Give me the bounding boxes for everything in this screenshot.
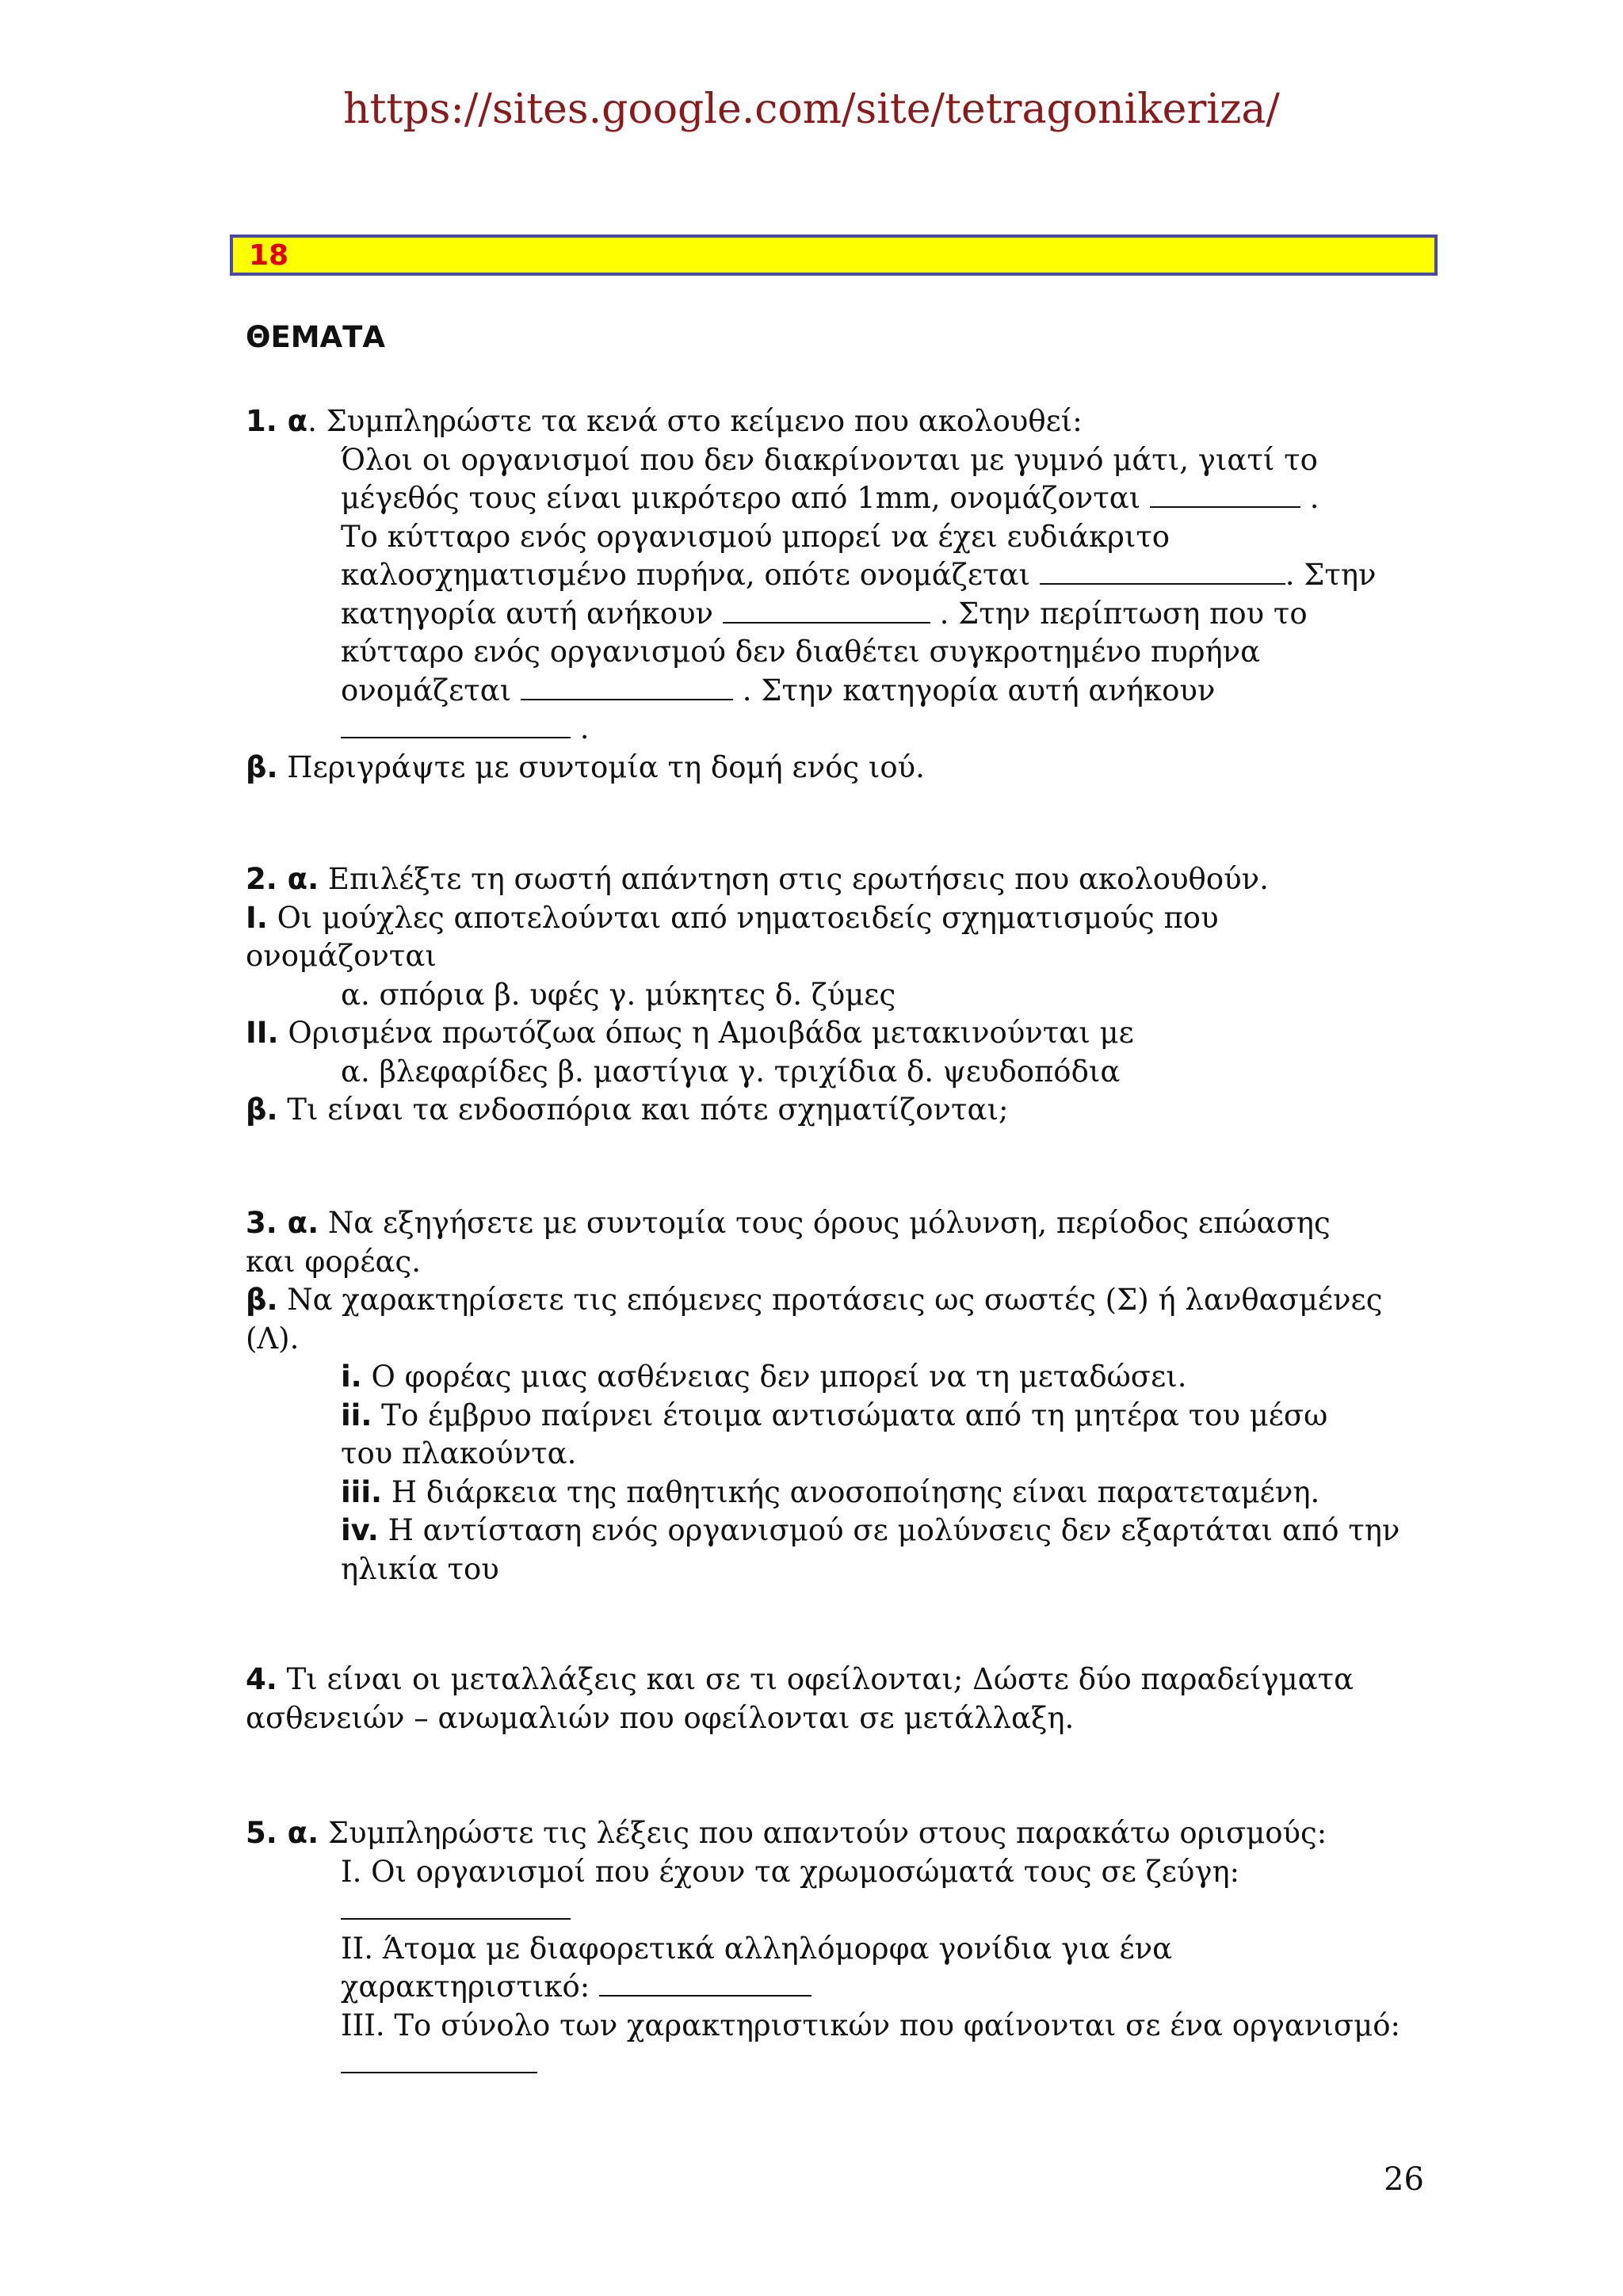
- q3b-text: (Λ).: [246, 1321, 300, 1356]
- answer-blank[interactable]: [341, 2045, 537, 2073]
- q4-text: Τι είναι οι μεταλλάξεις και σε τι οφείλονται; Δώστε δύο παραδείγματα: [277, 1662, 1354, 1696]
- q3-item-text: Το έμβρυο παίρνει έτοιμα αντισώματα από τη μητέρα του μέσω: [372, 1398, 1328, 1432]
- question-2: [246, 860, 1426, 1130]
- q5-item: ΙΙΙ. Το σύνολο των χαρακτηριστικών που φαίνονται σε ένα οργανισμό:: [341, 2008, 1400, 2042]
- q1-number: 1. α: [246, 404, 308, 438]
- answer-blank[interactable]: [723, 595, 930, 624]
- q4-text: ασθενειών – ανωμαλιών που οφείλονται σε μετάλλαξη.: [246, 1700, 1075, 1735]
- q3b-label: β.: [246, 1283, 278, 1317]
- q3-item-label: i.: [341, 1360, 362, 1394]
- question-4: [246, 1661, 1426, 1737]
- q3-number: 3. α.: [246, 1206, 319, 1240]
- q3-prompt: και φορέας.: [246, 1244, 421, 1279]
- q2-ii-options: α. βλεφαρίδες β. μαστίγια γ. τριχίδια δ. ψευδοπόδια: [341, 1054, 1121, 1089]
- q1-prompt: . Συμπληρώστε τα κενά στο κείμενο που ακολουθεί:: [307, 404, 1083, 438]
- q1b-text: Περιγράψτε με συντομία τη δομή ενός ιού.: [277, 749, 925, 784]
- section-number-box: [230, 235, 1438, 276]
- q2-ii-text: Ορισμένα πρωτόζωα όπως η Αμοιβάδα μετακινούνται με: [278, 1016, 1134, 1050]
- q1-line: . Στην περίπτωση που το: [930, 596, 1308, 631]
- answer-blank[interactable]: [599, 1968, 812, 1997]
- q1b-label: β.: [246, 749, 278, 784]
- page-heading: ΘΕΜΑΤΑ: [246, 320, 386, 354]
- q1-line: . Στην κατηγορία αυτή ανήκουν: [733, 673, 1216, 707]
- q1-line: κύτταρο ενός οργανισμού δεν διαθέτει συγκροτημένο πυρήνα: [341, 635, 1261, 669]
- q1-line: ονομάζεται: [341, 673, 512, 707]
- q1-line: Το κύτταρο ενός οργανισμού μπορεί να έχει ευδιάκριτο: [341, 519, 1170, 554]
- q5-item: Ι. Οι οργανισμοί που έχουν τα χρωμοσώματά τους σε ζεύγη:: [341, 1854, 1240, 1889]
- q1-line: Όλοι οι οργανισμοί που δεν διακρίνονται με γυμνό μάτι, γιατί το: [341, 442, 1318, 477]
- q3-item-text: του πλακούντα.: [341, 1436, 577, 1470]
- question-5: [246, 1814, 1426, 2084]
- q2-prompt: Επιλέξτε τη σωστή απάντηση στις ερωτήσεις που ακολουθούν.: [319, 862, 1269, 896]
- q3-item-label: iv.: [341, 1513, 379, 1547]
- q1-line-end: .: [1300, 481, 1319, 515]
- header-url[interactable]: https://sites.google.com/site/tetragonikeriza/: [343, 86, 1280, 133]
- q3-item-label: iii.: [341, 1474, 383, 1509]
- q2b-label: β.: [246, 1093, 278, 1127]
- q3-item-text: Ο φορέας μιας ασθένειας δεν μπορεί να τη μεταδώσει.: [361, 1360, 1187, 1394]
- answer-blank[interactable]: [1150, 479, 1300, 508]
- q3-prompt: Να εξηγήσετε με συντομία τους όρους μόλυνση, περίοδος επώασης: [319, 1206, 1331, 1240]
- q5-item: ΙΙ. Άτομα με διαφορετικά αλληλόμορφα γονίδια για ένα: [341, 1931, 1173, 1966]
- answer-blank[interactable]: [521, 672, 733, 700]
- q3-item-label: ii.: [341, 1398, 372, 1432]
- q4-number: 4.: [246, 1662, 277, 1696]
- q2-i-label: I.: [246, 900, 268, 935]
- q2-i-text: ονομάζονται: [246, 939, 437, 973]
- question-3: [246, 1204, 1426, 1589]
- section-number: 18: [249, 239, 289, 272]
- page-number: 26: [1384, 2161, 1424, 2198]
- q2b-text: Τι είναι τα ενδοσπόρια και πότε σχηματίζονται;: [277, 1093, 1009, 1127]
- q2-number: 2. α.: [246, 862, 319, 896]
- q3b-text: Να χαρακτηρίσετε τις επόμενες προτάσεις ως σωστές (Σ) ή λανθασμένες: [277, 1283, 1383, 1317]
- question-1: [246, 402, 1426, 787]
- q2-ii-label: II.: [246, 1016, 279, 1050]
- q1-line: κατηγορία αυτή ανήκουν: [341, 596, 714, 631]
- q5-item: χαρακτηριστικό:: [341, 1970, 590, 2004]
- q5-number: 5. α.: [246, 1816, 319, 1850]
- q1-line-end: . Στην: [1285, 558, 1377, 592]
- answer-blank[interactable]: [341, 710, 571, 738]
- q1-line: καλοσχηματισμένο πυρήνα, οπότε ονομάζεται: [341, 558, 1030, 592]
- q2-i-text: Οι μούχλες αποτελούνται από νηματοειδείς σχηματισμούς που: [267, 900, 1219, 935]
- q2-i-options: α. σπόρια β. υφές γ. μύκητες δ. ζύμες: [341, 977, 896, 1012]
- q3-item-text: Η διάρκεια της παθητικής ανοσοποίησης είναι παρατεταμένη.: [382, 1474, 1320, 1509]
- answer-blank[interactable]: [1040, 556, 1285, 585]
- answer-blank[interactable]: [341, 1891, 571, 1920]
- q5-prompt: Συμπληρώστε τις λέξεις που απαντούν στους παρακάτω ορισμούς:: [319, 1816, 1327, 1850]
- q3-item-text: ηλικία του: [341, 1551, 499, 1586]
- q3-item-text: Η αντίσταση ενός οργανισμού σε μολύνσεις δεν εξαρτάται από την: [378, 1513, 1400, 1547]
- q1-line-end: .: [571, 711, 590, 746]
- q1-line: μέγεθός τους είναι μικρότερο από 1mm, ονομάζονται: [341, 481, 1141, 515]
